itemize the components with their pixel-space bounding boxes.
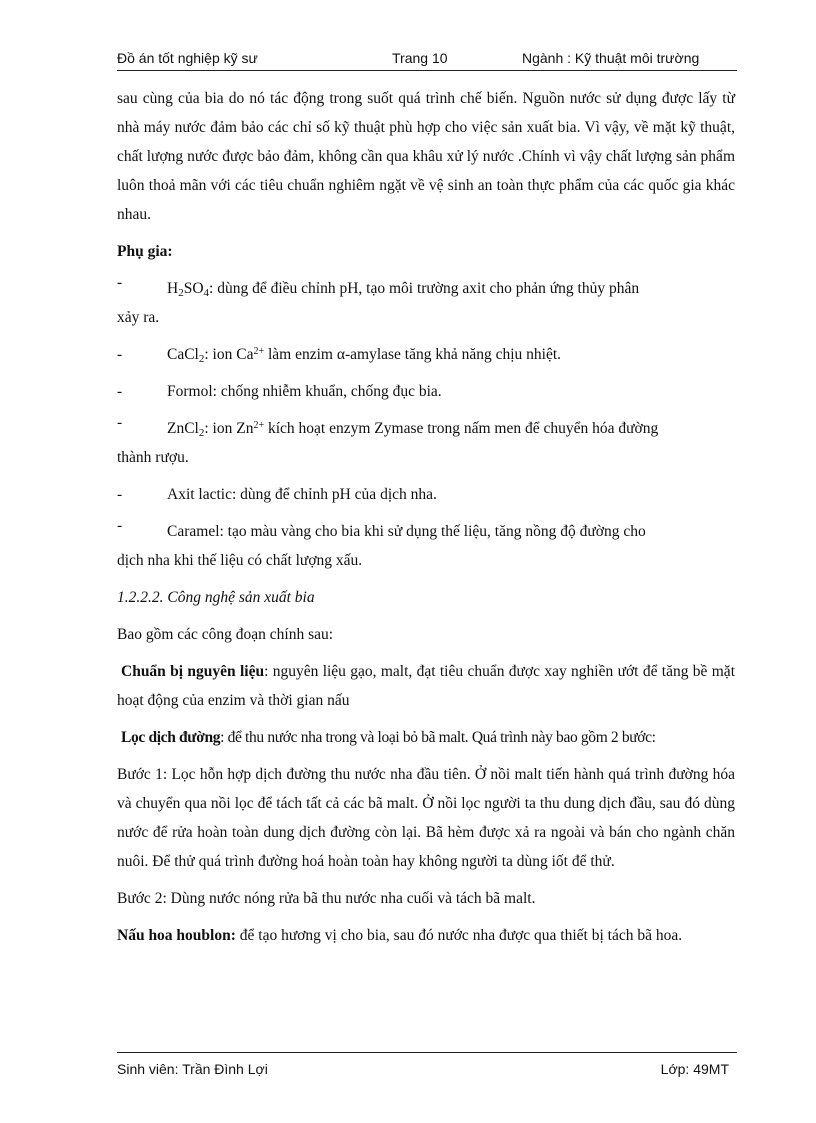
stage-label: Chuẩn bị nguyên liệu xyxy=(121,663,265,680)
additive-item-zncl2 xyxy=(117,414,735,472)
section-heading: 1.2.2.2. Công nghệ sản xuất bia xyxy=(117,589,315,606)
stages-intro: Bao gồm các công đoạn chính sau: xyxy=(117,626,334,643)
list-item-text: CaCl$_2$: ion $Ca^{2+}$ làm enzim α-amylase tăng khả năng chịu nhiệt. xyxy=(167,346,562,365)
page-footer xyxy=(117,1052,737,1077)
list-dash: - xyxy=(117,274,123,291)
header-page-number: Trang 10 xyxy=(392,50,448,66)
footer-student-name: Sinh viên: Trần Đình Lợi xyxy=(117,1061,268,1077)
additive-item-lactic-acid xyxy=(117,480,735,509)
list-dash: - xyxy=(117,486,123,503)
list-dash: - xyxy=(117,414,123,431)
list-item-continuation: dịch nha khi thế liệu có chất lượng xấu. xyxy=(117,552,363,569)
list-item-text: ZnCl$_2$: ion $Zn^{2+}$ kích hoạt enzym Zymase trong nấm men để chuyển hóa đường xyxy=(167,420,659,439)
filtration-step-1: Bước 1: Lọc hỗn hợp dịch đường thu nước nha đầu tiên. Ở nồi malt tiến hành quá trình đường hóa và chuyển qua nồi lọc để tách tất cả các bã malt. Ở nồi lọc người ta thu dung dịch đầu, sau đó dùng nước để rửa hoàn toàn dung dịch đường còn lại. Bã hèm được xả ra ngoài và bán cho ngành chăn nuôi. Để thử quá trình đường hoá hoàn toàn hay không người ta dùng iốt để thử. xyxy=(117,766,735,870)
list-dash: - xyxy=(117,383,123,400)
list-item-continuation: xảy ra. xyxy=(117,309,160,326)
stage-label: Nấu hoa houblon: xyxy=(117,927,236,944)
list-dash: - xyxy=(117,517,123,534)
additives-heading: Phụ gia: xyxy=(117,243,173,260)
list-dash: - xyxy=(117,346,123,363)
list-item-text: Caramel: tạo màu vàng cho bia khi sử dụng thế liệu, tăng nồng độ đường cho xyxy=(167,523,646,540)
additive-item-formol xyxy=(117,377,735,406)
list-item-text: Formol: chống nhiễm khuẩn, chống đục bia. xyxy=(167,383,442,400)
footer-class: Lớp: 49MT xyxy=(660,1061,729,1077)
filtration-step-2: Bước 2: Dùng nước nóng rửa bã thu nước nha cuối và tách bã malt. xyxy=(117,890,536,907)
additive-item-cacl2 xyxy=(117,340,735,369)
header-thesis-title: Đồ án tốt nghiệp kỹ sư xyxy=(117,50,258,66)
list-item-text: Axit lactic: dùng để chỉnh pH của dịch nha. xyxy=(167,486,437,503)
stage-material-preparation: Chuẩn bị nguyên liệu: nguyên liệu gạo, malt, đạt tiêu chuẩn được xay nghiền ướt để tăng bề mặt hoạt động của enzim và thời gian nấu xyxy=(117,663,735,709)
page-header xyxy=(117,48,737,71)
page-body xyxy=(117,84,735,958)
intro-paragraph: sau cùng của bia do nó tác động trong suốt quá trình chế biến. Nguồn nước sử dụng được lấy từ nhà máy nước đảm bảo các chỉ số kỹ thuật phù hợp cho việc sản xuất bia. Vì vậy, về mặt kỹ thuật, chất lượng nước được bảo đảm, không cần qua khâu xử lý nước .Chính vì vậy chất lượng sản phẩm luôn thoả mãn với các tiêu chuẩn nghiêm ngặt về vệ sinh an toàn thực phẩm của các quốc gia khác nhau. xyxy=(117,90,735,223)
stage-hop-boiling: Nấu hoa houblon: để tạo hương vị cho bia, sau đó nước nha được qua thiết bị tách bã hoa. xyxy=(117,927,683,944)
additive-item-caramel xyxy=(117,517,735,575)
header-major: Ngành : Kỹ thuật môi trường xyxy=(522,50,700,66)
list-item-continuation: thành rượu. xyxy=(117,449,189,466)
stage-label: Lọc dịch đường xyxy=(121,729,221,746)
list-item-text: $H_2SO_4$: dùng để điều chỉnh pH, tạo môi trường axit cho phản ứng thủy phân xyxy=(167,280,640,299)
additive-item-h2so4 xyxy=(117,274,735,332)
stage-wort-filtration: Lọc dịch đường: để thu nước nha trong và loại bỏ bã malt. Quá trình này bao gồm 2 bước: xyxy=(121,729,656,746)
